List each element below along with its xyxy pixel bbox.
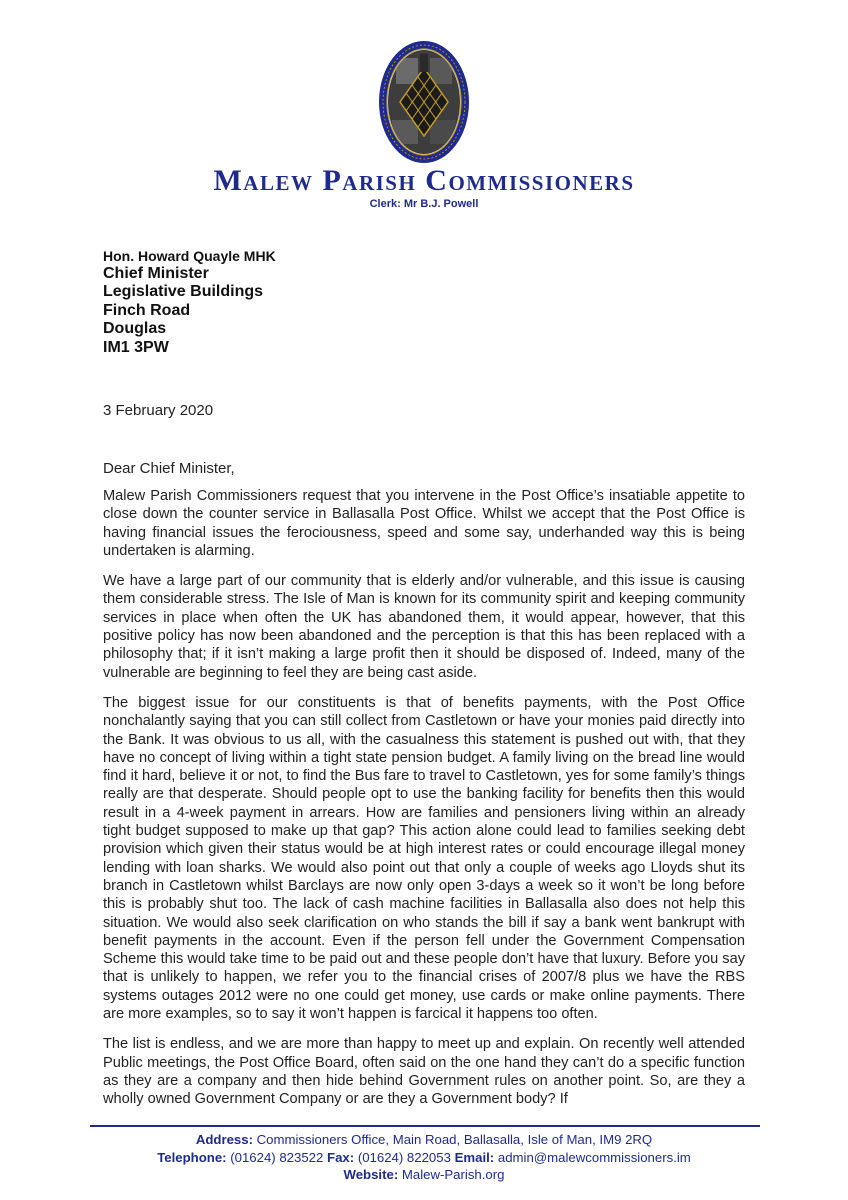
footer-divider — [90, 1125, 760, 1127]
clerk-name: Clerk: Mr B.J. Powell — [369, 198, 479, 210]
letter-salutation: Dear Chief Minister, — [103, 460, 235, 477]
body-paragraph: The list is endless, and we are more than happy to meet up and explain. On recently well attended Public meetings, the Post Office Board, often said on the one hand they can’t do a specific function as they are a company and then hide behind Government rules on another point. So, are they a wholly owned Government Company or are they a Government body? If — [103, 1036, 745, 1108]
footer-email-link[interactable]: admin@malewcommissioners.im — [497, 1149, 691, 1165]
footer-website-line — [0, 1166, 848, 1184]
recipient-title: Chief Minister — [103, 265, 209, 282]
body-paragraph: Malew Parish Commissioners request that you intervene in the Post Office’s insatiable appetite to close down the counter service in Ballasalla Post Office. Whilst we accept that the Post Office is having financial issues the ferociousness, speed and some say, underhanded way this is being undertaken is alarming. — [103, 488, 745, 559]
parish-crest-logo — [378, 40, 470, 164]
footer-fax-label: Fax: — [327, 1149, 355, 1165]
footer-address: Commissioners Office, Main Road, Ballasalla, Isle of Man, IM9 2RQ — [256, 1132, 653, 1147]
letterhead-footer — [0, 1131, 848, 1184]
recipient-town: Douglas — [103, 320, 167, 338]
footer-email-label: Email: — [454, 1149, 495, 1165]
letter-date: 3 February 2020 — [103, 402, 214, 419]
letter-body — [103, 487, 745, 1121]
recipient-building: Legislative Buildings — [103, 283, 264, 301]
footer-website-link[interactable]: Malew-Parish.org — [401, 1167, 505, 1182]
footer-telephone-label: Telephone: — [157, 1149, 227, 1165]
footer-contact-line — [0, 1149, 848, 1167]
footer-fax: (01624) 822053 — [357, 1149, 451, 1165]
body-paragraph: The biggest issue for our constituents is that of benefits payments, with the Post Office nonchalantly saying that you can still collect from Castletown or have your monies paid directly into the Bank. It was obvious to us all, with the casualness this statement is pushed out with, that they have no concept of living within a tight state pension budget. A family living on the bread line would find it hard, believe it or not, to find the Bus fare to travel to Castletown, yes for some family’s things really are that desperate. Should people opt to use the banking facility for benefits then this would result in a 4-week payment in arrears. How are families and pensioners living within an already tight budget supposed to make up that gap? This action alone could lead to families seeking debt provision which given their status would be at high interest rates or could encourage illegal money lending with loan sharks. We would also point out that only a couple of weeks ago Lloyds shut its branch in Castletown whilst Barclays are now only open 3-days a week so it won’t be long before this is probably shut too. The lack of cash machine facilities in Ballasalla also does not help this situation. We would also seek clarification on who stands the bill if say a bank went bankrupt with benefit payments in the account. Even if the person fell under the Government Compensation Scheme this would take time to be paid out and these people don’t have that luxury. Before you say that is unlikely to happen, we refer you to the financial crises of 2007/8 plus we have the RBS systems outages 2012 were no one could get money, use cards or make online payments. There are more examples, so to say it won’t happen is farcical it happens too often. — [103, 694, 745, 1023]
organization-name: Malew Parish Commissioners — [213, 164, 635, 197]
footer-telephone: (01624) 823522 — [230, 1149, 324, 1165]
recipient-address-block — [103, 247, 276, 357]
footer-website-label: Website: — [343, 1167, 399, 1182]
recipient-postcode: IM1 3PW — [103, 338, 169, 356]
body-paragraph: We have a large part of our community that is elderly and/or vulnerable, and this issue is causing them considerable stress. The Isle of Man is known for its community spirit and keeping community services in place when often the UK has abandoned them, it would appear, however, that this positive policy has now been abandoned and the perception is that this has been replaced with a philosophy that; if it isn’t making a large profit then it should be disposed of. Indeed, many of the vulnerable are beginning to feel they are being cast aside. — [103, 573, 745, 681]
recipient-street: Finch Road — [103, 301, 191, 319]
footer-address-line — [0, 1131, 848, 1149]
footer-address-label: Address: — [195, 1132, 253, 1147]
recipient-name: Hon. Howard Quayle MHK — [103, 248, 276, 264]
